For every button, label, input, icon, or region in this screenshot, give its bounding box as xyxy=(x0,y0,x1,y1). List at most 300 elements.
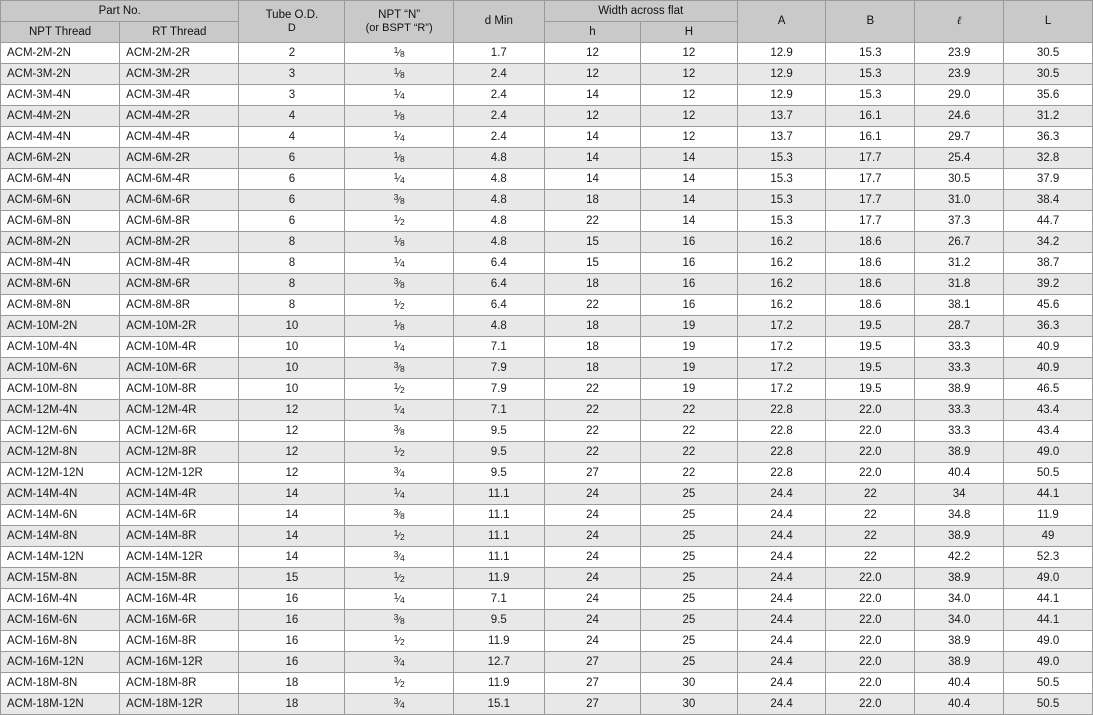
cell-tube-od: 10 xyxy=(239,316,345,337)
cell-l-small: 31.2 xyxy=(915,253,1004,274)
cell-d-min: 4.8 xyxy=(453,148,544,169)
cell-h-lower: 27 xyxy=(544,463,640,484)
cell-l-small: 38.9 xyxy=(915,652,1004,673)
cell-l-small: 42.2 xyxy=(915,547,1004,568)
header-tube-od xyxy=(239,1,345,43)
cell-a: 13.7 xyxy=(737,127,826,148)
cell-l-small: 33.3 xyxy=(915,400,1004,421)
cell-npt-n: $^1⁄_4$ xyxy=(345,169,453,190)
cell-rt-thread: ACM-3M-4R xyxy=(120,85,239,106)
cell-npt-n: $^1⁄_8$ xyxy=(345,64,453,85)
cell-l-small: 29.7 xyxy=(915,127,1004,148)
cell-a: 15.3 xyxy=(737,169,826,190)
cell-d-min: 11.1 xyxy=(453,484,544,505)
cell-h-lower: 22 xyxy=(544,379,640,400)
cell-b: 22 xyxy=(826,526,915,547)
cell-h-lower: 12 xyxy=(544,106,640,127)
table-row xyxy=(1,400,1093,421)
cell-rt-thread: ACM-6M-2R xyxy=(120,148,239,169)
cell-l-big: 43.4 xyxy=(1004,421,1093,442)
cell-rt-thread: ACM-12M-12R xyxy=(120,463,239,484)
cell-a: 15.3 xyxy=(737,211,826,232)
cell-npt-n: $^3⁄_8$ xyxy=(345,274,453,295)
cell-l-big: 40.9 xyxy=(1004,337,1093,358)
cell-npt-n: $^3⁄_8$ xyxy=(345,190,453,211)
cell-h-upper: 25 xyxy=(641,505,737,526)
cell-npt-thread: ACM-8M-6N xyxy=(1,274,120,295)
cell-rt-thread: ACM-14M-12R xyxy=(120,547,239,568)
cell-a: 22.8 xyxy=(737,400,826,421)
cell-l-small: 33.3 xyxy=(915,337,1004,358)
table-row xyxy=(1,631,1093,652)
cell-npt-thread: ACM-3M-4N xyxy=(1,85,120,106)
table-row xyxy=(1,274,1093,295)
cell-rt-thread: ACM-16M-4R xyxy=(120,589,239,610)
cell-a: 16.2 xyxy=(737,274,826,295)
cell-rt-thread: ACM-18M-8R xyxy=(120,673,239,694)
cell-h-upper: 25 xyxy=(641,610,737,631)
cell-d-min: 11.9 xyxy=(453,673,544,694)
cell-npt-n: $^1⁄_8$ xyxy=(345,148,453,169)
table-row xyxy=(1,358,1093,379)
cell-h-lower: 18 xyxy=(544,358,640,379)
cell-h-upper: 19 xyxy=(641,316,737,337)
header-rt-thread: RT Thread xyxy=(120,22,239,43)
cell-a: 15.3 xyxy=(737,148,826,169)
cell-d-min: 7.9 xyxy=(453,358,544,379)
cell-d-min: 4.8 xyxy=(453,232,544,253)
header-npt-n-label: NPT “N” xyxy=(378,9,421,22)
cell-tube-od: 14 xyxy=(239,484,345,505)
cell-h-upper: 14 xyxy=(641,211,737,232)
cell-npt-n: $^1⁄_2$ xyxy=(345,211,453,232)
header-d-min: d Min xyxy=(453,1,544,43)
cell-l-small: 37.3 xyxy=(915,211,1004,232)
cell-d-min: 9.5 xyxy=(453,463,544,484)
cell-b: 22 xyxy=(826,547,915,568)
cell-a: 24.4 xyxy=(737,652,826,673)
cell-l-small: 29.0 xyxy=(915,85,1004,106)
cell-rt-thread: ACM-6M-4R xyxy=(120,169,239,190)
cell-a: 24.4 xyxy=(737,610,826,631)
cell-h-lower: 14 xyxy=(544,169,640,190)
cell-b: 18.6 xyxy=(826,253,915,274)
cell-h-lower: 18 xyxy=(544,274,640,295)
cell-l-big: 52.3 xyxy=(1004,547,1093,568)
cell-h-lower: 22 xyxy=(544,211,640,232)
cell-h-upper: 12 xyxy=(641,85,737,106)
cell-b: 19.5 xyxy=(826,358,915,379)
cell-b: 16.1 xyxy=(826,127,915,148)
cell-d-min: 9.5 xyxy=(453,421,544,442)
table-row xyxy=(1,526,1093,547)
cell-h-upper: 12 xyxy=(641,43,737,64)
cell-a: 24.4 xyxy=(737,631,826,652)
cell-h-upper: 14 xyxy=(641,148,737,169)
cell-h-upper: 22 xyxy=(641,421,737,442)
cell-l-small: 34 xyxy=(915,484,1004,505)
table-row xyxy=(1,106,1093,127)
cell-l-big: 31.2 xyxy=(1004,106,1093,127)
header-l-big: L xyxy=(1004,1,1093,43)
cell-h-upper: 25 xyxy=(641,484,737,505)
cell-h-upper: 30 xyxy=(641,673,737,694)
cell-tube-od: 16 xyxy=(239,631,345,652)
cell-tube-od: 12 xyxy=(239,421,345,442)
cell-l-big: 37.9 xyxy=(1004,169,1093,190)
header-a: A xyxy=(737,1,826,43)
cell-l-big: 30.5 xyxy=(1004,43,1093,64)
cell-h-lower: 14 xyxy=(544,85,640,106)
cell-a: 24.4 xyxy=(737,589,826,610)
cell-tube-od: 10 xyxy=(239,379,345,400)
cell-h-upper: 14 xyxy=(641,190,737,211)
table-row xyxy=(1,379,1093,400)
cell-rt-thread: ACM-6M-8R xyxy=(120,211,239,232)
cell-npt-n: $^1⁄_4$ xyxy=(345,400,453,421)
cell-l-small: 38.1 xyxy=(915,295,1004,316)
cell-h-upper: 14 xyxy=(641,169,737,190)
cell-rt-thread: ACM-10M-4R xyxy=(120,337,239,358)
cell-b: 15.3 xyxy=(826,85,915,106)
cell-npt-thread: ACM-10M-2N xyxy=(1,316,120,337)
cell-rt-thread: ACM-8M-8R xyxy=(120,295,239,316)
cell-rt-thread: ACM-15M-8R xyxy=(120,568,239,589)
cell-npt-n: $^1⁄_8$ xyxy=(345,232,453,253)
cell-l-small: 40.4 xyxy=(915,694,1004,715)
cell-h-lower: 24 xyxy=(544,610,640,631)
cell-l-big: 46.5 xyxy=(1004,379,1093,400)
header-group-width-across-flat: Width across flat xyxy=(544,1,737,22)
cell-rt-thread: ACM-4M-4R xyxy=(120,127,239,148)
cell-tube-od: 18 xyxy=(239,673,345,694)
cell-l-small: 33.3 xyxy=(915,421,1004,442)
cell-npt-thread: ACM-6M-2N xyxy=(1,148,120,169)
cell-tube-od: 14 xyxy=(239,526,345,547)
cell-d-min: 4.8 xyxy=(453,211,544,232)
cell-l-big: 44.1 xyxy=(1004,589,1093,610)
cell-tube-od: 16 xyxy=(239,610,345,631)
cell-a: 17.2 xyxy=(737,316,826,337)
cell-b: 19.5 xyxy=(826,316,915,337)
cell-h-upper: 22 xyxy=(641,400,737,421)
cell-rt-thread: ACM-14M-6R xyxy=(120,505,239,526)
cell-rt-thread: ACM-12M-6R xyxy=(120,421,239,442)
cell-npt-n: $^1⁄_4$ xyxy=(345,253,453,274)
cell-d-min: 6.4 xyxy=(453,253,544,274)
cell-a: 16.2 xyxy=(737,232,826,253)
cell-npt-thread: ACM-12M-12N xyxy=(1,463,120,484)
cell-d-min: 4.8 xyxy=(453,169,544,190)
cell-npt-thread: ACM-4M-2N xyxy=(1,106,120,127)
cell-tube-od: 4 xyxy=(239,127,345,148)
cell-a: 24.4 xyxy=(737,673,826,694)
cell-rt-thread: ACM-8M-4R xyxy=(120,253,239,274)
cell-b: 22.0 xyxy=(826,652,915,673)
header-tube-od-label: Tube O.D. xyxy=(265,9,319,22)
cell-h-lower: 22 xyxy=(544,421,640,442)
cell-l-small: 38.9 xyxy=(915,631,1004,652)
cell-l-big: 49.0 xyxy=(1004,652,1093,673)
cell-tube-od: 14 xyxy=(239,547,345,568)
cell-b: 22.0 xyxy=(826,568,915,589)
cell-d-min: 4.8 xyxy=(453,190,544,211)
cell-h-lower: 12 xyxy=(544,43,640,64)
header-tube-od-sub: D xyxy=(287,21,296,34)
cell-rt-thread: ACM-3M-2R xyxy=(120,64,239,85)
cell-l-big: 39.2 xyxy=(1004,274,1093,295)
cell-b: 15.3 xyxy=(826,64,915,85)
table-row xyxy=(1,652,1093,673)
cell-npt-thread: ACM-2M-2N xyxy=(1,43,120,64)
cell-b: 19.5 xyxy=(826,379,915,400)
cell-h-lower: 18 xyxy=(544,190,640,211)
cell-npt-thread: ACM-10M-4N xyxy=(1,337,120,358)
cell-l-small: 23.9 xyxy=(915,43,1004,64)
cell-h-lower: 24 xyxy=(544,484,640,505)
cell-npt-n: $^1⁄_2$ xyxy=(345,442,453,463)
cell-d-min: 12.7 xyxy=(453,652,544,673)
cell-l-small: 38.9 xyxy=(915,526,1004,547)
cell-l-small: 34.8 xyxy=(915,505,1004,526)
cell-d-min: 11.9 xyxy=(453,568,544,589)
cell-l-big: 49.0 xyxy=(1004,568,1093,589)
table-header xyxy=(1,1,1093,43)
cell-b: 18.6 xyxy=(826,295,915,316)
cell-h-lower: 24 xyxy=(544,631,640,652)
cell-npt-thread: ACM-12M-8N xyxy=(1,442,120,463)
cell-rt-thread: ACM-16M-6R xyxy=(120,610,239,631)
cell-rt-thread: ACM-10M-6R xyxy=(120,358,239,379)
table-row xyxy=(1,295,1093,316)
cell-d-min: 15.1 xyxy=(453,694,544,715)
cell-h-upper: 22 xyxy=(641,463,737,484)
cell-b: 22.0 xyxy=(826,442,915,463)
cell-l-small: 38.9 xyxy=(915,568,1004,589)
cell-rt-thread: ACM-14M-8R xyxy=(120,526,239,547)
table-row xyxy=(1,547,1093,568)
cell-tube-od: 4 xyxy=(239,106,345,127)
cell-h-lower: 27 xyxy=(544,694,640,715)
cell-a: 12.9 xyxy=(737,64,826,85)
cell-npt-n: $^1⁄_4$ xyxy=(345,484,453,505)
table-row xyxy=(1,505,1093,526)
cell-l-small: 30.5 xyxy=(915,169,1004,190)
cell-h-lower: 18 xyxy=(544,316,640,337)
cell-h-lower: 22 xyxy=(544,295,640,316)
cell-h-upper: 25 xyxy=(641,652,737,673)
cell-b: 18.6 xyxy=(826,232,915,253)
cell-npt-thread: ACM-14M-4N xyxy=(1,484,120,505)
cell-npt-n: $^1⁄_2$ xyxy=(345,295,453,316)
cell-l-small: 28.7 xyxy=(915,316,1004,337)
table-row xyxy=(1,337,1093,358)
cell-l-big: 50.5 xyxy=(1004,463,1093,484)
cell-tube-od: 14 xyxy=(239,505,345,526)
cell-a: 22.8 xyxy=(737,463,826,484)
table-row xyxy=(1,211,1093,232)
cell-l-big: 32.8 xyxy=(1004,148,1093,169)
cell-npt-thread: ACM-16M-4N xyxy=(1,589,120,610)
cell-a: 24.4 xyxy=(737,484,826,505)
table-row xyxy=(1,463,1093,484)
cell-npt-thread: ACM-16M-12N xyxy=(1,652,120,673)
cell-d-min: 7.9 xyxy=(453,379,544,400)
cell-tube-od: 10 xyxy=(239,358,345,379)
header-npt-n xyxy=(345,1,453,43)
cell-h-lower: 15 xyxy=(544,232,640,253)
cell-tube-od: 18 xyxy=(239,694,345,715)
cell-tube-od: 16 xyxy=(239,589,345,610)
cell-tube-od: 8 xyxy=(239,274,345,295)
cell-npt-n: $^1⁄_4$ xyxy=(345,337,453,358)
table-row xyxy=(1,589,1093,610)
cell-npt-n: $^1⁄_4$ xyxy=(345,85,453,106)
cell-b: 22 xyxy=(826,484,915,505)
cell-b: 16.1 xyxy=(826,106,915,127)
cell-rt-thread: ACM-8M-6R xyxy=(120,274,239,295)
cell-h-lower: 24 xyxy=(544,589,640,610)
cell-npt-thread: ACM-18M-8N xyxy=(1,673,120,694)
cell-a: 17.2 xyxy=(737,379,826,400)
cell-rt-thread: ACM-12M-4R xyxy=(120,400,239,421)
cell-b: 22.0 xyxy=(826,400,915,421)
cell-d-min: 4.8 xyxy=(453,316,544,337)
cell-l-small: 31.8 xyxy=(915,274,1004,295)
cell-b: 17.7 xyxy=(826,211,915,232)
cell-h-upper: 12 xyxy=(641,64,737,85)
cell-a: 24.4 xyxy=(737,568,826,589)
cell-b: 22.0 xyxy=(826,673,915,694)
cell-l-small: 40.4 xyxy=(915,463,1004,484)
cell-a: 22.8 xyxy=(737,421,826,442)
cell-a: 13.7 xyxy=(737,106,826,127)
cell-l-small: 34.0 xyxy=(915,610,1004,631)
cell-d-min: 2.4 xyxy=(453,127,544,148)
cell-tube-od: 6 xyxy=(239,211,345,232)
cell-rt-thread: ACM-10M-2R xyxy=(120,316,239,337)
cell-b: 22.0 xyxy=(826,694,915,715)
cell-b: 17.7 xyxy=(826,169,915,190)
table-row xyxy=(1,85,1093,106)
cell-a: 15.3 xyxy=(737,190,826,211)
cell-h-upper: 22 xyxy=(641,442,737,463)
cell-h-lower: 27 xyxy=(544,652,640,673)
cell-npt-thread: ACM-14M-8N xyxy=(1,526,120,547)
cell-npt-n: $^3⁄_8$ xyxy=(345,358,453,379)
cell-h-lower: 24 xyxy=(544,505,640,526)
cell-l-big: 49.0 xyxy=(1004,442,1093,463)
cell-a: 24.4 xyxy=(737,505,826,526)
cell-h-upper: 25 xyxy=(641,526,737,547)
cell-l-big: 50.5 xyxy=(1004,673,1093,694)
cell-h-lower: 27 xyxy=(544,673,640,694)
cell-tube-od: 6 xyxy=(239,169,345,190)
cell-l-small: 31.0 xyxy=(915,190,1004,211)
cell-d-min: 7.1 xyxy=(453,337,544,358)
cell-npt-n: $^1⁄_8$ xyxy=(345,316,453,337)
cell-rt-thread: ACM-16M-12R xyxy=(120,652,239,673)
cell-tube-od: 3 xyxy=(239,85,345,106)
cell-a: 24.4 xyxy=(737,526,826,547)
cell-h-upper: 25 xyxy=(641,631,737,652)
cell-a: 17.2 xyxy=(737,358,826,379)
table-row xyxy=(1,568,1093,589)
cell-l-big: 50.5 xyxy=(1004,694,1093,715)
cell-npt-thread: ACM-15M-8N xyxy=(1,568,120,589)
cell-tube-od: 6 xyxy=(239,190,345,211)
cell-rt-thread: ACM-10M-8R xyxy=(120,379,239,400)
cell-h-upper: 19 xyxy=(641,337,737,358)
cell-l-big: 49.0 xyxy=(1004,631,1093,652)
table-row xyxy=(1,694,1093,715)
cell-b: 17.7 xyxy=(826,190,915,211)
cell-b: 19.5 xyxy=(826,337,915,358)
cell-a: 22.8 xyxy=(737,442,826,463)
cell-b: 22.0 xyxy=(826,631,915,652)
cell-rt-thread: ACM-12M-8R xyxy=(120,442,239,463)
cell-npt-thread: ACM-18M-12N xyxy=(1,694,120,715)
cell-npt-n: $^3⁄_8$ xyxy=(345,421,453,442)
cell-l-small: 25.4 xyxy=(915,148,1004,169)
cell-tube-od: 15 xyxy=(239,568,345,589)
cell-l-small: 26.7 xyxy=(915,232,1004,253)
cell-a: 24.4 xyxy=(737,694,826,715)
cell-npt-n: $^1⁄_2$ xyxy=(345,526,453,547)
cell-tube-od: 16 xyxy=(239,652,345,673)
cell-a: 16.2 xyxy=(737,295,826,316)
header-npt-n-sub: (or BSPT “R”) xyxy=(365,21,433,34)
cell-l-big: 30.5 xyxy=(1004,64,1093,85)
cell-l-big: 44.1 xyxy=(1004,610,1093,631)
cell-l-big: 38.7 xyxy=(1004,253,1093,274)
cell-d-min: 9.5 xyxy=(453,442,544,463)
cell-npt-thread: ACM-10M-6N xyxy=(1,358,120,379)
cell-l-big: 43.4 xyxy=(1004,400,1093,421)
cell-npt-thread: ACM-14M-6N xyxy=(1,505,120,526)
header-row-top xyxy=(1,1,1093,22)
cell-a: 17.2 xyxy=(737,337,826,358)
table-body xyxy=(1,43,1093,715)
table-row xyxy=(1,127,1093,148)
header-npt-thread: NPT Thread xyxy=(1,22,120,43)
cell-npt-n: $^1⁄_2$ xyxy=(345,673,453,694)
cell-h-lower: 18 xyxy=(544,337,640,358)
cell-npt-n: $^3⁄_4$ xyxy=(345,463,453,484)
cell-b: 17.7 xyxy=(826,148,915,169)
cell-npt-n: $^1⁄_2$ xyxy=(345,631,453,652)
cell-h-upper: 12 xyxy=(641,106,737,127)
cell-tube-od: 12 xyxy=(239,400,345,421)
cell-b: 22.0 xyxy=(826,463,915,484)
cell-d-min: 11.9 xyxy=(453,631,544,652)
cell-npt-n: $^3⁄_8$ xyxy=(345,505,453,526)
cell-npt-thread: ACM-8M-8N xyxy=(1,295,120,316)
cell-npt-n: $^3⁄_4$ xyxy=(345,694,453,715)
cell-h-upper: 16 xyxy=(641,295,737,316)
cell-d-min: 2.4 xyxy=(453,106,544,127)
cell-l-small: 34.0 xyxy=(915,589,1004,610)
cell-npt-n: $^3⁄_4$ xyxy=(345,547,453,568)
cell-h-upper: 16 xyxy=(641,253,737,274)
cell-tube-od: 8 xyxy=(239,295,345,316)
cell-tube-od: 12 xyxy=(239,442,345,463)
cell-npt-n: $^3⁄_4$ xyxy=(345,652,453,673)
cell-h-lower: 14 xyxy=(544,148,640,169)
cell-rt-thread: ACM-16M-8R xyxy=(120,631,239,652)
cell-npt-n: $^1⁄_2$ xyxy=(345,568,453,589)
cell-h-lower: 15 xyxy=(544,253,640,274)
